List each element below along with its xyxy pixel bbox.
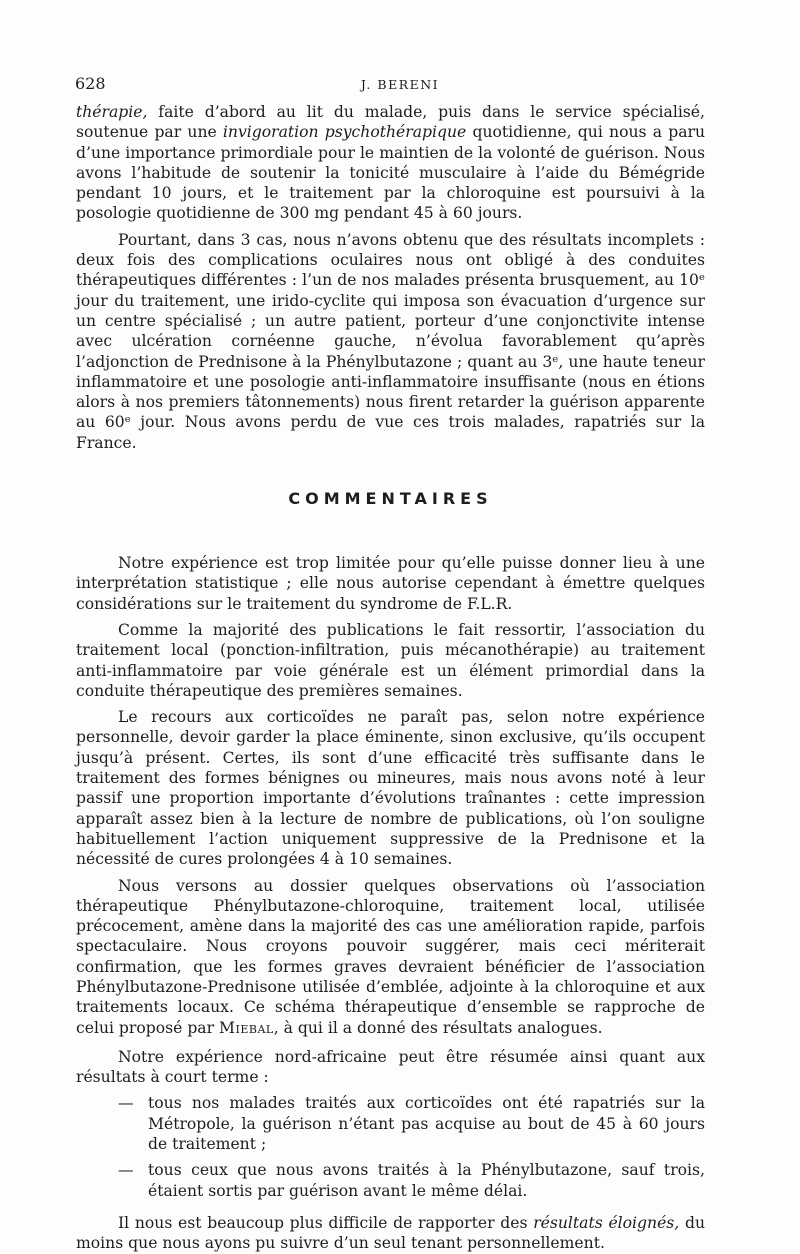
para6-text-a: Nous versons au dossier quelques observations où l’association thérapeutique Phénylbutazone-chloroquine, traitement local, utilisée précocement, amène dans la majorité des cas une amélioration rapide, parfois spectaculaire. Nous croyons pouvoir suggérer, mais ceci mériterait confirmation, que les formes graves devraient bénéficier de l’association Phénylbutazone-Prednisone utilisée d’emblée, adjointe à la chloroquine et aux traitements locaux. Ce schéma thérapeutique d’ensemble se rapproche de celui proposé par [76, 876, 705, 1037]
para6-text-c: , à qui il a donné des résultats analogues. [273, 1018, 603, 1037]
para8-text-c: du moins que nous ayons pu suivre d’un seul tenant personnellement. [76, 1213, 706, 1253]
paragraph-4: Comme la majorité des publications le fait ressortir, l’association du traitement local (ponction-infiltration, puis mécanothérapie) au traitement anti-inflammatoire par voie générale est un élément primordial dans la conduite thérapeutique des premières semaines. [76, 620, 705, 700]
section-title: COMMENTAIRES [288, 489, 493, 509]
paragraph-3: Notre expérience est trop limitée pour qu’elle puisse donner lieu à une interprétation statistique ; elle nous autorise cependant à émettre quelques considérations sur le traitement du syndrome de F.L.R. [76, 554, 705, 613]
list-item-text: tous nos malades traités aux corticoïdes ont été rapatriés sur la Métropole, la guérison n’étant pas acquise au bout de 45 à 60 jours de traitement ; [148, 1094, 705, 1154]
body-text [76, 102, 705, 1254]
paragraph-1 [76, 102, 705, 224]
para1-italic-a: thérapie, [76, 103, 148, 121]
list-item [76, 1160, 705, 1201]
paragraph-7: Notre expérience nord-africaine peut être résumée ainsi quant aux résultats à court terme : [76, 1047, 705, 1087]
para8-italic-b: résultats éloignés, [533, 1213, 680, 1232]
running-head: J. BERENI [360, 77, 440, 92]
paragraph-6 [76, 876, 705, 1038]
dash-marker: — [118, 1094, 134, 1113]
list-item-text: tous ceux que nous avons traités à la Phénylbutazone, sauf trois, étaient sortis par guérison avant le même délai. [148, 1161, 705, 1200]
page-number: 628 [75, 74, 106, 93]
para8-text-a: Il nous est beaucoup plus difficile de rapporter des [118, 1213, 534, 1232]
paragraph-5: Le recours aux corticoïdes ne paraît pas, selon notre expérience personnelle, devoir garder la place éminente, sinon exclusive, qu’ils occupent jusqu’à présent. Certes, ils sont d’une efficacité très suffisante dans le traitement des formes bénignes ou mineures, mais nous avons noté à leur passif une proportion importante d’évolutions traînantes : cette impression apparaît assez bien à la lecture de nombre de publications, où l’on souligne habituellement l’action uniquement suppressive de la Prednisone et la nécessité de cures prolongées 4 à 10 semaines. [76, 708, 705, 869]
dash-marker: — [118, 1161, 134, 1180]
paragraph-8 [76, 1213, 705, 1254]
para1-text-b: faite d’abord au lit du malade, puis dans le service spécialisé, soutenue par une [76, 103, 705, 142]
results-list [76, 1093, 705, 1200]
para1-text-d: quotidienne, qui nous a paru d’une importance primordiale pour le maintien de la volonté de guérison. Nous avons l’habitude de soutenir la tonicité musculaire à l’aide du Bémégride pendant 10 jours, et le traitement par la chloroquine est poursuivi à la posologie quotidienne de 300 mg pendant 45 à 60 jours. [76, 123, 705, 223]
list-item [76, 1093, 705, 1154]
author-name-miebal: Miebal [219, 1018, 274, 1037]
page-header [75, 74, 725, 98]
para1-italic-c: invigoration psychothérapique [222, 123, 467, 142]
paragraph-2: Pourtant, dans 3 cas, nous n’avons obtenu que des résultats incomplets : deux fois des complications oculaires nous ont obligé à des conduites thérapeutiques différentes : l’un de nos malades présenta brusquement, au 10ᵉ jour du traitement, une irido-cyclite qui imposa son évacuation d’urgence sur un centre spécialisé ; un autre patient, porteur d’une conjonctivite intense avec ulcération cornéenne gauche, n’évolua favorablement qu’après l’adjonction de Prednisone à la Phénylbutazone ; quant au 3ᵉ, une haute teneur inflammatoire et une posologie anti-inflammatoire insuffisante (nous en étions alors à nos premiers tâtonnements) nous firent retarder la guérison apparente au 60ᵉ jour. Nous avons perdu de vue ces trois malades, rapatriés sur la France. [76, 230, 705, 452]
